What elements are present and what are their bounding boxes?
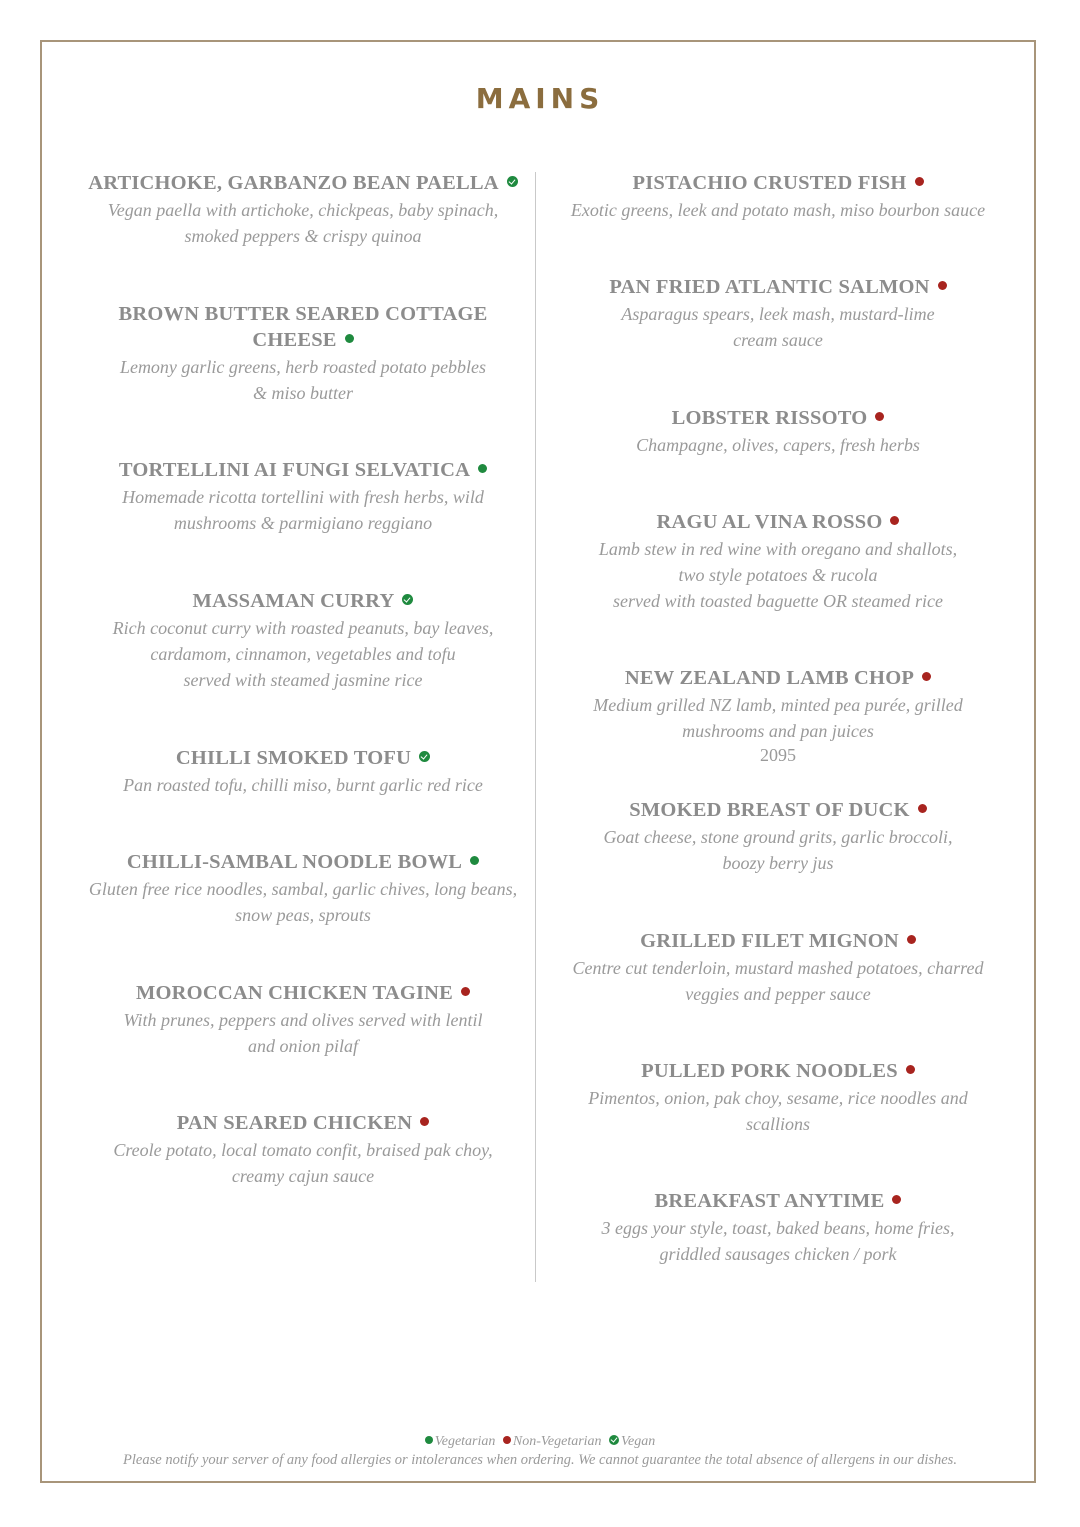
dish-name: PULLED PORK NOODLES xyxy=(552,1058,1004,1084)
menu-item-chilli-smoked-tofu xyxy=(80,745,526,798)
menu-item-lobster-risotto xyxy=(552,405,1004,458)
non-vegetarian-icon xyxy=(461,987,470,996)
non-vegetarian-icon xyxy=(922,672,931,681)
menu-item-ragu xyxy=(552,509,1004,614)
dish-description: Gluten free rice noodles, sambal, garlic chives, long beans, snow peas, sprouts xyxy=(88,879,518,925)
menu-item-chicken-tagine xyxy=(80,980,526,1059)
menu-item-artichoke-paella xyxy=(80,170,526,249)
menu-item-lamb-chop xyxy=(552,665,1004,766)
dish-description: Pimentos, onion, pak choy, sesame, rice noodles and scallions xyxy=(588,1088,968,1134)
vegetarian-icon xyxy=(470,856,479,865)
dish-name: NEW ZEALAND LAMB CHOP xyxy=(552,665,1004,691)
dish-name: ARTICHOKE, GARBANZO BEAN PAELLA xyxy=(80,170,526,196)
menu-item-breakfast-anytime xyxy=(552,1188,1004,1267)
dish-name: LOBSTER RISSOTO xyxy=(552,405,1004,431)
dish-name: SMOKED BREAST OF DUCK xyxy=(552,797,1004,823)
vegetarian-icon xyxy=(345,334,354,343)
non-vegetarian-icon xyxy=(918,804,927,813)
non-vegetarian-icon xyxy=(915,177,924,186)
legend-non-vegetarian: Non-Vegetarian xyxy=(503,1434,602,1449)
non-vegetarian-icon xyxy=(892,1195,901,1204)
dish-description: Pan roasted tofu, chilli miso, burnt garlic red rice xyxy=(123,775,483,795)
non-vegetarian-icon xyxy=(503,1436,511,1444)
dish-description: Champagne, olives, capers, fresh herbs xyxy=(636,435,920,455)
dish-description: Lemony garlic greens, herb roasted potato pebbles & miso butter xyxy=(119,357,487,403)
non-vegetarian-icon xyxy=(907,935,916,944)
dish-name: TORTELLINI AI FUNGI SELVATICA xyxy=(80,457,526,483)
dish-description: Rich coconut curry with roasted peanuts, bay leaves, cardamom, cinnamon, vegetables and tofu served with steamed jasmine rice xyxy=(112,618,494,690)
vegetarian-icon xyxy=(425,1436,433,1444)
dish-price: 2095 xyxy=(760,745,796,765)
dish-description: Lamb stew in red wine with oregano and shallots, two style potatoes & rucola served with toasted baguette OR steamed rice xyxy=(598,539,958,611)
non-vegetarian-icon xyxy=(906,1065,915,1074)
dish-description: Exotic greens, leek and potato mash, miso bourbon sauce xyxy=(570,200,986,220)
non-vegetarian-icon xyxy=(420,1117,429,1126)
column-divider xyxy=(535,172,536,1282)
dish-description: 3 eggs your style, toast, baked beans, home fries, griddled sausages chicken / pork xyxy=(601,1218,955,1264)
dish-description: With prunes, peppers and olives served with lentil and onion pilaf xyxy=(123,1010,483,1056)
menu-item-massaman-curry xyxy=(80,588,526,693)
allergen-notice: Please notify your server of any food allergies or intolerances when ordering. We cannot guarantee the total absence of allergens in our dishes. xyxy=(123,1452,957,1468)
dish-name: PAN FRIED ATLANTIC SALMON xyxy=(552,274,1004,300)
dish-name: RAGU AL VINA ROSSO xyxy=(552,509,1004,535)
dish-name: PAN SEARED CHICKEN xyxy=(80,1110,526,1136)
menu-item-pistachio-fish xyxy=(552,170,1004,223)
dish-name: GRILLED FILET MIGNON xyxy=(552,928,1004,954)
section-title: MAINS xyxy=(475,82,605,115)
vegan-icon xyxy=(419,751,430,762)
dish-description: Creole potato, local tomato confit, braised pak choy, creamy cajun sauce xyxy=(113,1140,493,1186)
dish-name: BROWN BUTTER SEARED COTTAGE CHEESE xyxy=(118,303,488,351)
menu-item-cottage-cheese xyxy=(80,301,526,406)
non-vegetarian-icon xyxy=(875,412,884,421)
dish-name: BREAKFAST ANYTIME xyxy=(552,1188,1004,1214)
diet-legend xyxy=(0,1434,1080,1450)
menu-item-filet-mignon xyxy=(552,928,1004,1007)
dish-name: PISTACHIO CRUSTED FISH xyxy=(552,170,1004,196)
non-vegetarian-icon xyxy=(890,516,899,525)
vegetarian-icon xyxy=(478,464,487,473)
dish-description: Homemade ricotta tortellini with fresh herbs, wild mushrooms & parmigiano reggiano xyxy=(122,487,484,533)
legend-vegetarian: Vegetarian xyxy=(425,1434,496,1449)
menu-item-pulled-pork-noodles xyxy=(552,1058,1004,1137)
dish-name: MASSAMAN CURRY xyxy=(80,588,526,614)
dish-name: CHILLI-SAMBAL NOODLE BOWL xyxy=(80,849,526,875)
menu-item-pan-seared-chicken xyxy=(80,1110,526,1189)
legend-vegan: Vegan xyxy=(609,1434,655,1449)
non-vegetarian-icon xyxy=(938,281,947,290)
vegan-icon xyxy=(402,594,413,605)
dish-name: MOROCCAN CHICKEN TAGINE xyxy=(80,980,526,1006)
menu-item-noodle-bowl xyxy=(80,849,526,928)
dish-description: Asparagus spears, leek mash, mustard-lime cream sauce xyxy=(621,304,935,350)
dish-name: CHILLI SMOKED TOFU xyxy=(80,745,526,771)
menu-item-atlantic-salmon xyxy=(552,274,1004,353)
dish-description: Vegan paella with artichoke, chickpeas, baby spinach, smoked peppers & crispy quinoa xyxy=(107,200,499,246)
menu-item-tortellini xyxy=(80,457,526,536)
vegan-icon xyxy=(507,176,518,187)
menu-item-duck-breast xyxy=(552,797,1004,876)
vegan-icon xyxy=(609,1435,619,1445)
dish-description: Goat cheese, stone ground grits, garlic broccoli, boozy berry jus xyxy=(603,827,953,873)
dish-description: Centre cut tenderloin, mustard mashed potatoes, charred veggies and pepper sauce xyxy=(572,958,984,1004)
dish-description: Medium grilled NZ lamb, minted pea purée, grilled mushrooms and pan juices xyxy=(593,695,963,741)
